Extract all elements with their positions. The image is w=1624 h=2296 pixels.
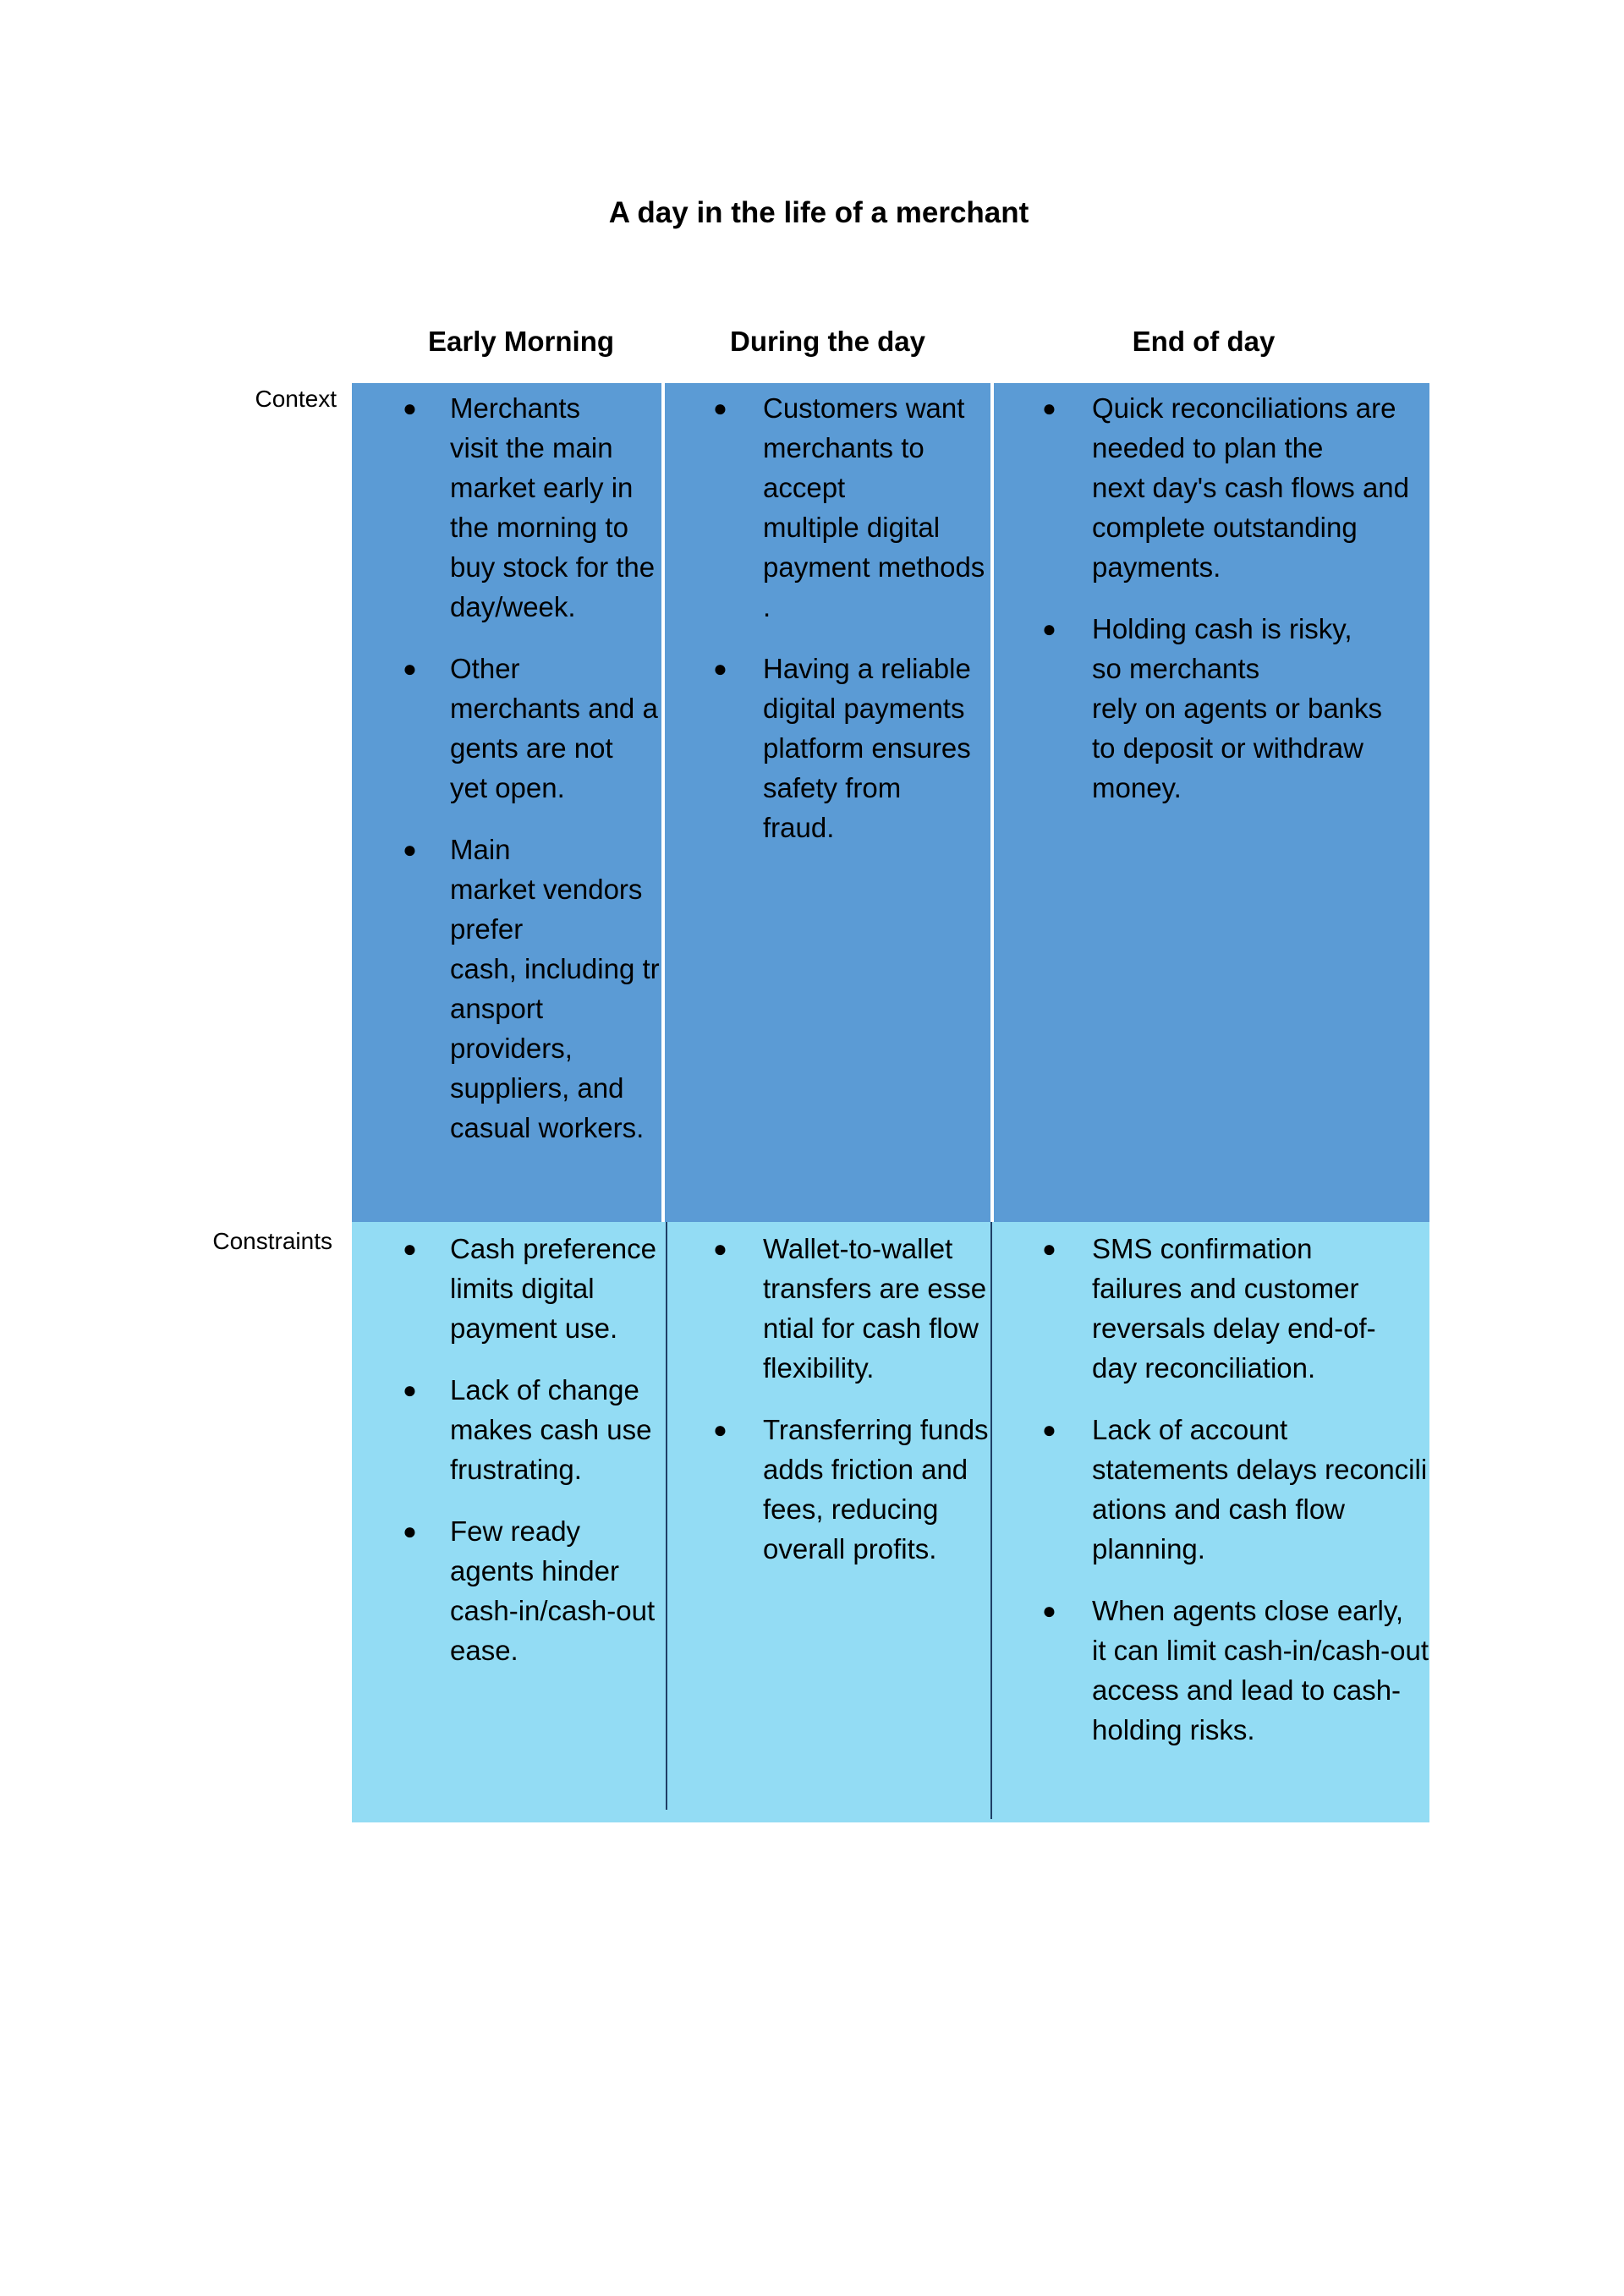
list-item-text: Main market vendors prefer cash, including tr ansport providers, suppliers, and casual workers. (450, 834, 660, 1143)
bullet-icon: ● (713, 655, 727, 682)
list-item-text: When agents close early, it can limit cash-in/cash-out access and lead to cash- holding risks. (1092, 1595, 1429, 1745)
context-early-morning-cell (352, 383, 663, 1222)
list-item-text: Quick reconciliations are needed to plan the next day's cash flows and complete outstanding payments. (1092, 392, 1410, 583)
context-during-the-day-cell (663, 383, 992, 1222)
list-item-text: Customers want merchants to accept multiple digital payment methods . (763, 392, 985, 622)
list-item (663, 649, 992, 847)
list-item-text: Cash preference limits digital payment use. (450, 1233, 656, 1344)
list-item-text: Lack of account statements delays reconcili ations and cash flow planning. (1092, 1414, 1428, 1564)
list-item-text: Having a reliable digital payments platform ensures safety from fraud. (763, 653, 971, 843)
list-item (992, 388, 1429, 587)
row-label-constraints: Constraints (212, 1228, 332, 1254)
list-item (992, 609, 1429, 808)
bullet-icon: ● (1042, 616, 1056, 642)
list-item (352, 388, 663, 627)
list-item (352, 649, 663, 808)
list-item (352, 1229, 663, 1348)
column-divider (990, 1222, 992, 1819)
bullet-icon: ● (1042, 1417, 1056, 1443)
bullet-icon: ● (1042, 395, 1056, 421)
list-item-text: Few ready agents hinder cash-in/cash-out ease. (450, 1515, 656, 1666)
bullet-icon: ● (403, 655, 417, 682)
page-title: A day in the life of a merchant (608, 196, 1029, 229)
list-item-text: Merchants visit the main market early in the morning to buy stock for the day/week. (450, 392, 656, 622)
bullet-icon: ● (403, 395, 417, 421)
column-header-early-morning: Early Morning (427, 326, 615, 357)
list-item (352, 1511, 663, 1670)
column-divider (990, 383, 994, 1222)
list-item-text: Other merchants and a gents are not yet open. (450, 653, 658, 803)
bullet-icon: ● (403, 1518, 417, 1544)
list-item (992, 1229, 1429, 1388)
column-header-end-of-day: End of day (1132, 326, 1276, 357)
list-item-text: Holding cash is risky, so merchants rely on agents or banks to deposit or withdraw money. (1092, 613, 1383, 803)
constraints-early-morning-cell (352, 1222, 663, 1822)
column-divider (661, 383, 665, 1222)
list-item (663, 388, 992, 627)
list-item (352, 1370, 663, 1489)
list-item (663, 1229, 992, 1388)
bullet-icon: ● (403, 1236, 417, 1262)
context-end-of-day-cell (992, 383, 1429, 1222)
bullet-icon: ● (1042, 1597, 1056, 1624)
list-item-text: Wallet-to-wallet transfers are esse ntial for cash flow flexibility. (763, 1233, 987, 1384)
constraints-during-the-day-cell (663, 1222, 992, 1822)
list-item (352, 830, 663, 1148)
constraints-end-of-day-cell (992, 1222, 1429, 1822)
column-header-during-the-day: During the day (729, 326, 926, 357)
list-item-text: Lack of change makes cash use frustrating. (450, 1374, 652, 1485)
list-item (992, 1591, 1429, 1750)
bullet-icon: ● (713, 1236, 727, 1262)
bullet-icon: ● (713, 1417, 727, 1443)
row-label-context: Context (255, 386, 337, 412)
bullet-icon: ● (403, 1377, 417, 1403)
list-item-text: SMS confirmation failures and customer reversals delay end-of- day reconciliation. (1092, 1233, 1376, 1384)
bullet-icon: ● (713, 395, 727, 421)
bullet-icon: ● (1042, 1236, 1056, 1262)
list-item (663, 1410, 992, 1569)
bullet-icon: ● (403, 836, 417, 863)
column-divider (666, 1222, 667, 1810)
list-item (992, 1410, 1429, 1569)
list-item-text: Transferring funds adds friction and fees, reducing overall profits. (763, 1414, 989, 1564)
